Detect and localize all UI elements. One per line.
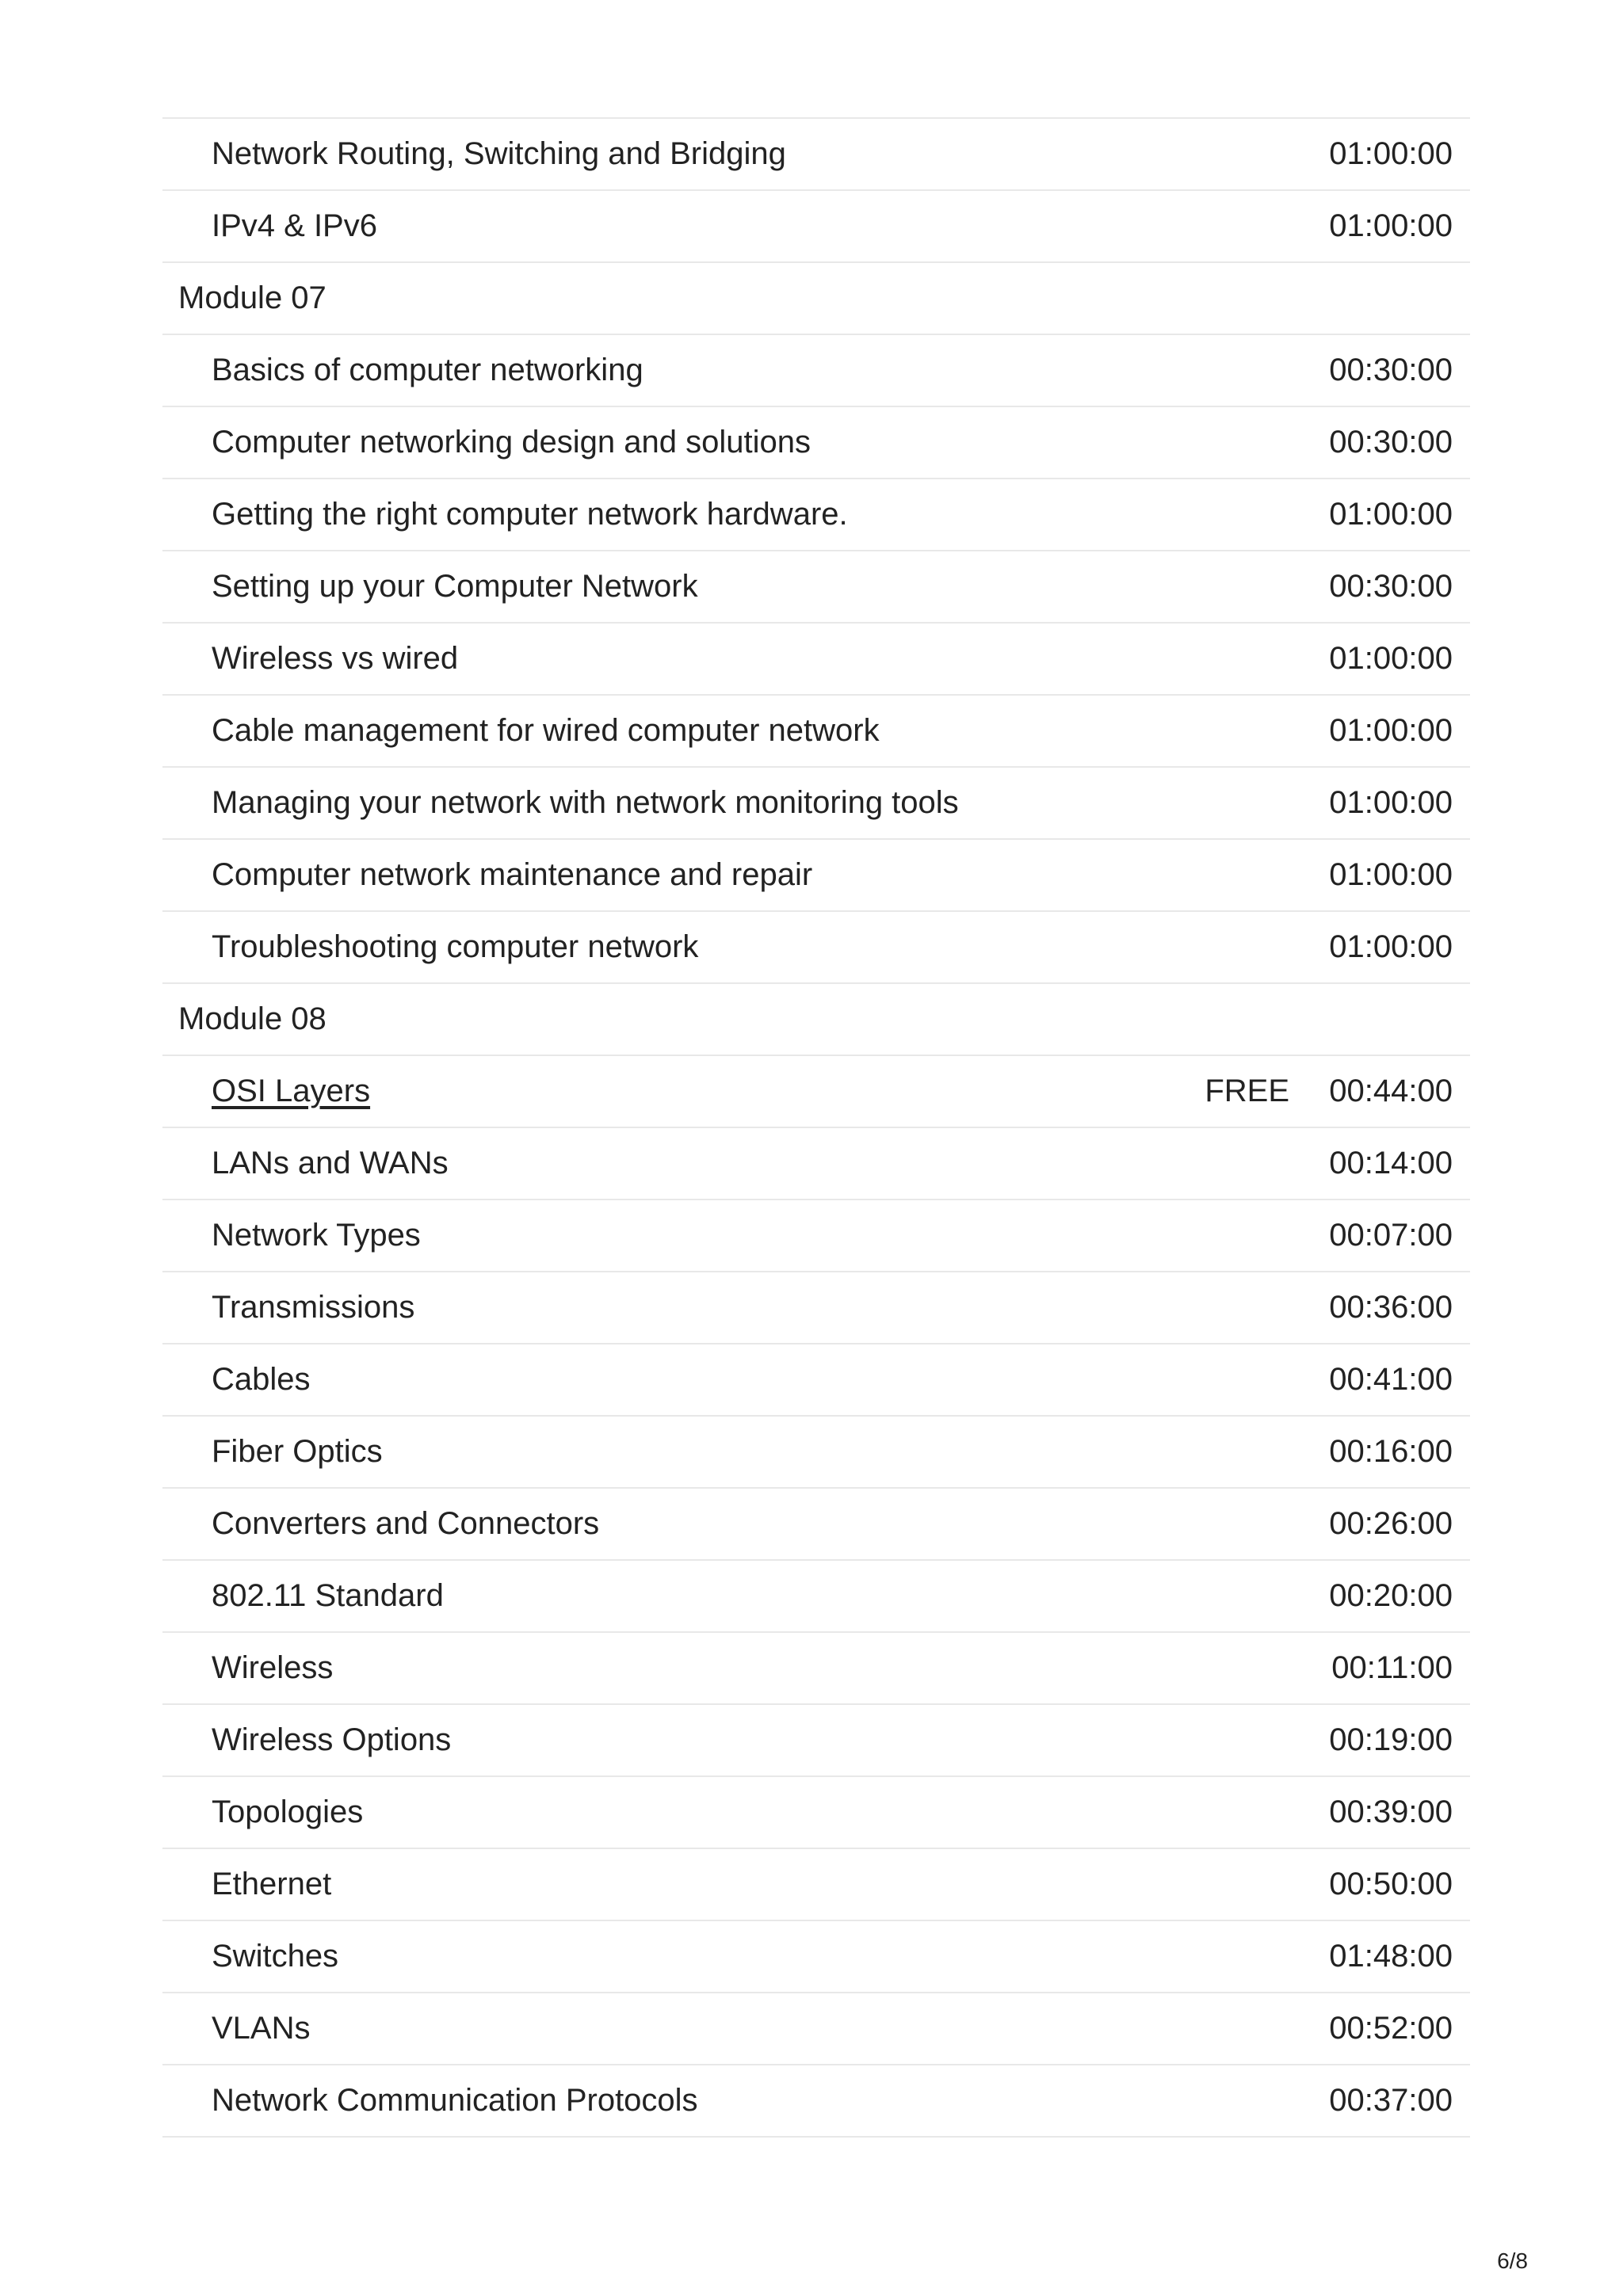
lesson-title: Getting the right computer network hardware. [212, 497, 848, 532]
lesson-row [162, 1777, 1470, 1849]
lesson-title: Troubleshooting computer network [212, 929, 699, 964]
lesson-title: Converters and Connectors [212, 1506, 600, 1541]
lesson-title-link[interactable]: OSI Layers [212, 1074, 371, 1108]
lesson-duration: 01:00:00 [1329, 713, 1453, 748]
lesson-duration: 01:00:00 [1329, 785, 1453, 820]
lesson-row [162, 2065, 1470, 2138]
lesson-title: Fiber Optics [212, 1434, 383, 1469]
lesson-row [162, 479, 1470, 551]
lesson-duration: 01:00:00 [1329, 641, 1453, 676]
lesson-duration: 01:00:00 [1329, 136, 1453, 171]
lesson-row [162, 1993, 1470, 2065]
lesson-title: Network Routing, Switching and Bridging [212, 136, 786, 171]
lesson-row [162, 912, 1470, 984]
module-title: Module 07 [178, 280, 327, 315]
lesson-duration: 00:16:00 [1329, 1434, 1453, 1469]
lesson-duration: 00:30:00 [1329, 425, 1453, 460]
lesson-row [162, 1489, 1470, 1561]
lesson-title: Cable management for wired computer network [212, 713, 880, 748]
lesson-title: Network Types [212, 1218, 421, 1253]
free-badge: FREE [1205, 1074, 1289, 1108]
lesson-row [162, 1128, 1470, 1200]
lesson-duration: 00:14:00 [1329, 1146, 1453, 1180]
lesson-duration: 00:19:00 [1329, 1722, 1453, 1757]
lesson-duration: 01:48:00 [1329, 1939, 1453, 1974]
lesson-title: IPv4 & IPv6 [212, 208, 377, 243]
lesson-row [162, 1561, 1470, 1633]
lesson-duration: 01:00:00 [1329, 929, 1453, 964]
lesson-row [162, 119, 1470, 191]
lesson-row [162, 407, 1470, 479]
module-header [162, 263, 1470, 335]
lesson-row [162, 191, 1470, 263]
lesson-row [162, 1705, 1470, 1777]
lesson-row [162, 840, 1470, 912]
lesson-title: LANs and WANs [212, 1146, 449, 1180]
lesson-row [162, 1417, 1470, 1489]
lesson-duration: 00:30:00 [1329, 353, 1453, 387]
lesson-title: 802.11 Standard [212, 1578, 444, 1613]
lesson-title: Computer networking design and solutions [212, 425, 811, 460]
lesson-row [162, 1344, 1470, 1417]
lesson-title: Computer network maintenance and repair [212, 857, 813, 892]
lesson-title: Wireless [212, 1650, 334, 1685]
lesson-duration: 00:44:00 [1329, 1074, 1453, 1108]
lesson-row [162, 1921, 1470, 1993]
lesson-row [162, 624, 1470, 696]
lesson-duration: 00:11:00 [1331, 1650, 1453, 1685]
lesson-row [162, 551, 1470, 624]
lesson-title: Ethernet [212, 1867, 332, 1901]
curriculum-list [162, 117, 1470, 2138]
lesson-row [162, 1849, 1470, 1921]
lesson-title: Basics of computer networking [212, 353, 643, 387]
lesson-title: Wireless Options [212, 1722, 452, 1757]
lesson-duration: 01:00:00 [1329, 857, 1453, 892]
lesson-row [162, 335, 1470, 407]
lesson-duration: 00:41:00 [1329, 1362, 1453, 1397]
lesson-duration: 00:52:00 [1329, 2011, 1453, 2046]
lesson-title: Transmissions [212, 1290, 415, 1325]
lesson-duration: 00:07:00 [1329, 1218, 1453, 1253]
page-number: 6/8 [1497, 2248, 1528, 2273]
lesson-duration: 00:30:00 [1329, 569, 1453, 604]
lesson-title: Network Communication Protocols [212, 2083, 698, 2118]
lesson-duration: 00:26:00 [1329, 1506, 1453, 1541]
module-title: Module 08 [178, 1001, 327, 1036]
lesson-duration: 00:37:00 [1329, 2083, 1453, 2118]
lesson-duration: 00:50:00 [1329, 1867, 1453, 1901]
lesson-row [162, 1200, 1470, 1272]
lesson-duration: 00:39:00 [1329, 1794, 1453, 1829]
lesson-duration: 00:20:00 [1329, 1578, 1453, 1613]
lesson-title: Cables [212, 1362, 311, 1397]
lesson-duration: 01:00:00 [1329, 208, 1453, 243]
lesson-row [162, 768, 1470, 840]
lesson-title: Switches [212, 1939, 339, 1974]
module-header [162, 984, 1470, 1056]
lesson-title: Topologies [212, 1794, 364, 1829]
lesson-duration: 00:36:00 [1329, 1290, 1453, 1325]
lesson-duration: 01:00:00 [1329, 497, 1453, 532]
lesson-row [162, 1272, 1470, 1344]
lesson-row [162, 1056, 1470, 1128]
lesson-title: Setting up your Computer Network [212, 569, 698, 604]
lesson-title: VLANs [212, 2011, 311, 2046]
lesson-row [162, 1633, 1470, 1705]
lesson-title: Wireless vs wired [212, 641, 459, 676]
lesson-row [162, 696, 1470, 768]
lesson-title: Managing your network with network monitoring tools [212, 785, 959, 820]
